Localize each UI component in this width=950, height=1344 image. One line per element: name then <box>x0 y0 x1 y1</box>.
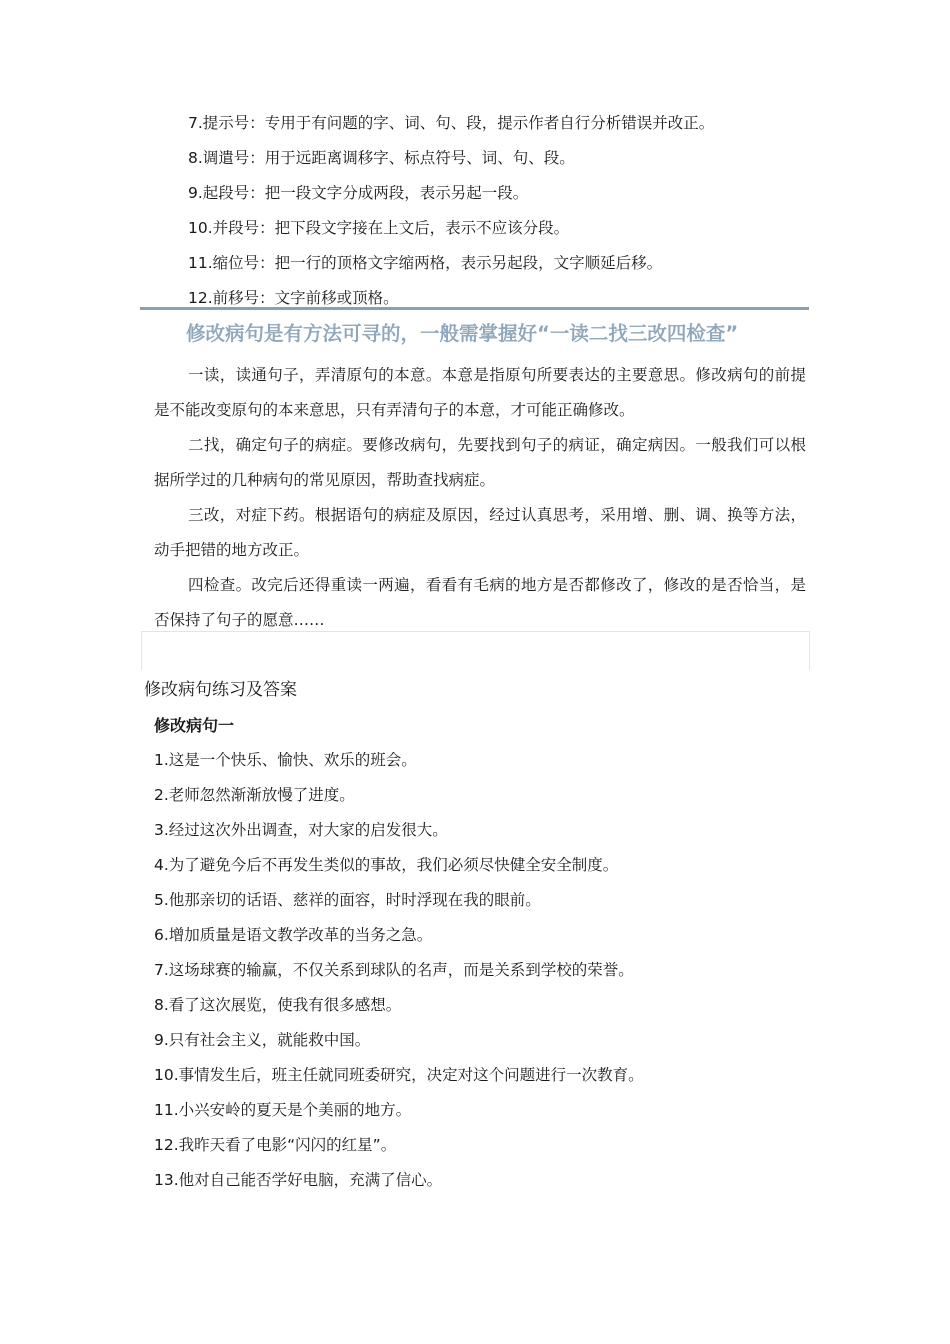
method-heading: 修改病句是有方法可寻的，一般需掌握好“一读二找三改四检查” <box>186 322 739 345</box>
list-item: 3.经过这次外出调查，对大家的启发很大。 <box>154 821 448 839</box>
list-item: 7.提示号：专用于有问题的字、词、句、段，提示作者自行分析错误并改正。 <box>188 114 715 132</box>
method-body <box>154 358 806 638</box>
list-item: 9.起段号：把一段文字分成两段，表示另起一段。 <box>188 184 529 202</box>
list-item: 1.这是一个快乐、愉快、欢乐的班会。 <box>154 751 417 769</box>
list-item: 12.前移号：文字前移或顶格。 <box>188 289 399 307</box>
list-item: 13.他对自己能否学好电脑，充满了信心。 <box>154 1171 443 1189</box>
method-paragraph: 一读，读通句子，弄清原句的本意。本意是指原句所要表达的主要意思。修改病句的前提是不能改变原句的本来意思，只有弄清句子的本意，才可能正确修改。 <box>154 366 806 419</box>
list-item: 4.为了避免今后不再发生类似的事故，我们必须尽快健全安全制度。 <box>154 856 619 874</box>
list-item: 11.缩位号：把一行的顶格文字缩两格，表示另起段，文字顺延后移。 <box>188 254 663 272</box>
text-box-frame <box>141 631 810 670</box>
list-item: 10.事情发生后，班主任就同班委研究，决定对这个问题进行一次教育。 <box>154 1066 644 1084</box>
method-paragraph: 二找，确定句子的病症。要修改病句，先要找到句子的病证，确定病因。一般我们可以根据所学过的几种病句的常见原因，帮助查找病症。 <box>154 436 806 489</box>
list-item: 12.我昨天看了电影“闪闪的红星”。 <box>154 1136 397 1154</box>
practice-section-title: 修改病句练习及答案 <box>144 680 297 700</box>
list-item: 8.调遣号：用于远距离调移字、标点符号、词、句、段。 <box>188 149 575 167</box>
list-item: 5.他那亲切的话语、慈祥的面容，时时浮现在我的眼前。 <box>154 891 541 909</box>
list-item: 8.看了这次展览，使我有很多感想。 <box>154 996 402 1014</box>
exercise-list <box>154 745 804 1200</box>
section-divider <box>140 307 809 310</box>
list-item: 9.只有社会主义，就能救中国。 <box>154 1031 371 1049</box>
list-item: 11.小兴安岭的夏天是个美丽的地方。 <box>154 1101 412 1119</box>
list-item: 10.并段号：把下段文字接在上文后，表示不应该分段。 <box>188 219 570 237</box>
method-paragraph: 三改，对症下药。根据语句的病症及原因，经过认真思考，采用增、删、调、换等方法，动手把错的地方改正。 <box>154 506 806 559</box>
list-item: 2.老师忽然渐渐放慢了进度。 <box>154 786 355 804</box>
list-item: 6.增加质量是语文教学改革的当务之急。 <box>154 926 433 944</box>
list-item: 7.这场球赛的输赢，不仅关系到球队的名声，而是关系到学校的荣誉。 <box>154 961 634 979</box>
proofreading-marks-list <box>188 108 808 318</box>
practice-group-title: 修改病句一 <box>154 716 235 735</box>
method-paragraph: 四检查。改完后还得重读一两遍，看看有毛病的地方是否都修改了，修改的是否恰当，是否保持了句子的愿意…… <box>154 576 806 629</box>
